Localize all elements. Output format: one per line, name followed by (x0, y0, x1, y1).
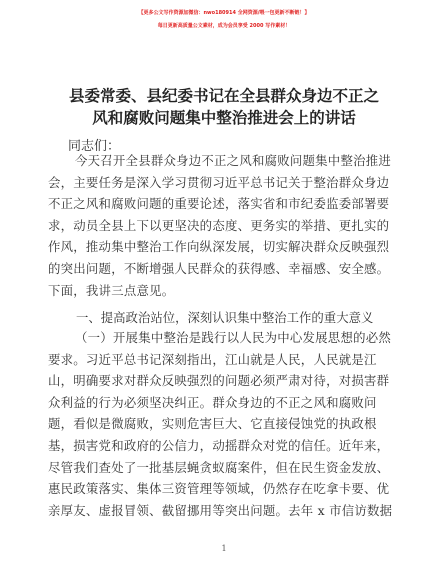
document-title-line-1: 县委常委、县纪委书记在全县群众身边不正之 (68, 87, 379, 105)
paragraph-line: 作风，推动集中整治工作向纵深发展，切实解决群众反映强烈 (48, 239, 390, 255)
paragraph-1 (48, 151, 408, 302)
document-title-line-2: 风和腐败问题集中整治推进会上的讲话 (92, 109, 356, 127)
paragraph-2 (48, 328, 408, 522)
paragraph-line: 今天召开全县群众身边不正之风和腐败问题集中整治推进 (75, 153, 392, 168)
paragraph-line: 众利益的行为必须坚决纠正。群众身边的不正之风和腐败问 (48, 394, 377, 410)
paragraph-line: 的突出问题，不断增强人民群众的获得感、幸福感、安全感。 (48, 260, 390, 276)
paragraph-line: 下面，我讲三点意见。 (48, 282, 175, 298)
page-number: 1 (221, 544, 227, 553)
paragraph-line: 尽管我们查处了一批基层蝇贪蚁腐案件，但在民生资金发放、 (48, 459, 390, 475)
paragraph-line: （一）开展集中整治是践行以人民为中心发展思想的必然 (75, 330, 392, 345)
paragraph-line: 不正之风和腐败问题的重要论述，落实省和市纪委监委部署要 (48, 196, 390, 212)
paragraph-line: 要求。习近平总书记深刻指出，江山就是人民，人民就是江 (48, 351, 377, 367)
paragraph-line: 惠民政策落实、集体三资管理等领域，仍然存在吃拿卡要、优 (48, 481, 390, 497)
ad-banner-line-1: 【更多公文写作资源加微信：nwo180914 全网资源/喂一包更新不断链！】 (138, 10, 310, 16)
paragraph-line: 求，动员全县上下以更坚决的态度、更务实的举措、更扎实的 (48, 217, 390, 233)
paragraph-line: 题，看似是微腐败，实则危害巨大、它直接侵蚀党的执政根 (48, 416, 377, 432)
greeting: 同志们： (68, 139, 121, 154)
paragraph-line: 亲厚友、虚报冒领、截留挪用等突出问题。去年 x 市信访数据 (48, 502, 393, 518)
paragraph-line: 山，明确要求对群众反映强烈的问题必须严肃对待，对损害群 (48, 373, 390, 389)
paragraph-line: 基，损害党和政府的公信力，动摇群众对党的信任。近年来， (48, 437, 390, 453)
paragraph-line: 会，主要任务是深入学习贯彻习近平总书记关于整治群众身边 (48, 174, 390, 190)
section-heading-1: 一、提高政治站位，深刻认识集中整治工作的重大意义 (76, 310, 374, 325)
ad-banner-line-2: 每日更新高质量公文素材，成为会员享受 2000 写作素材！ (157, 23, 291, 29)
